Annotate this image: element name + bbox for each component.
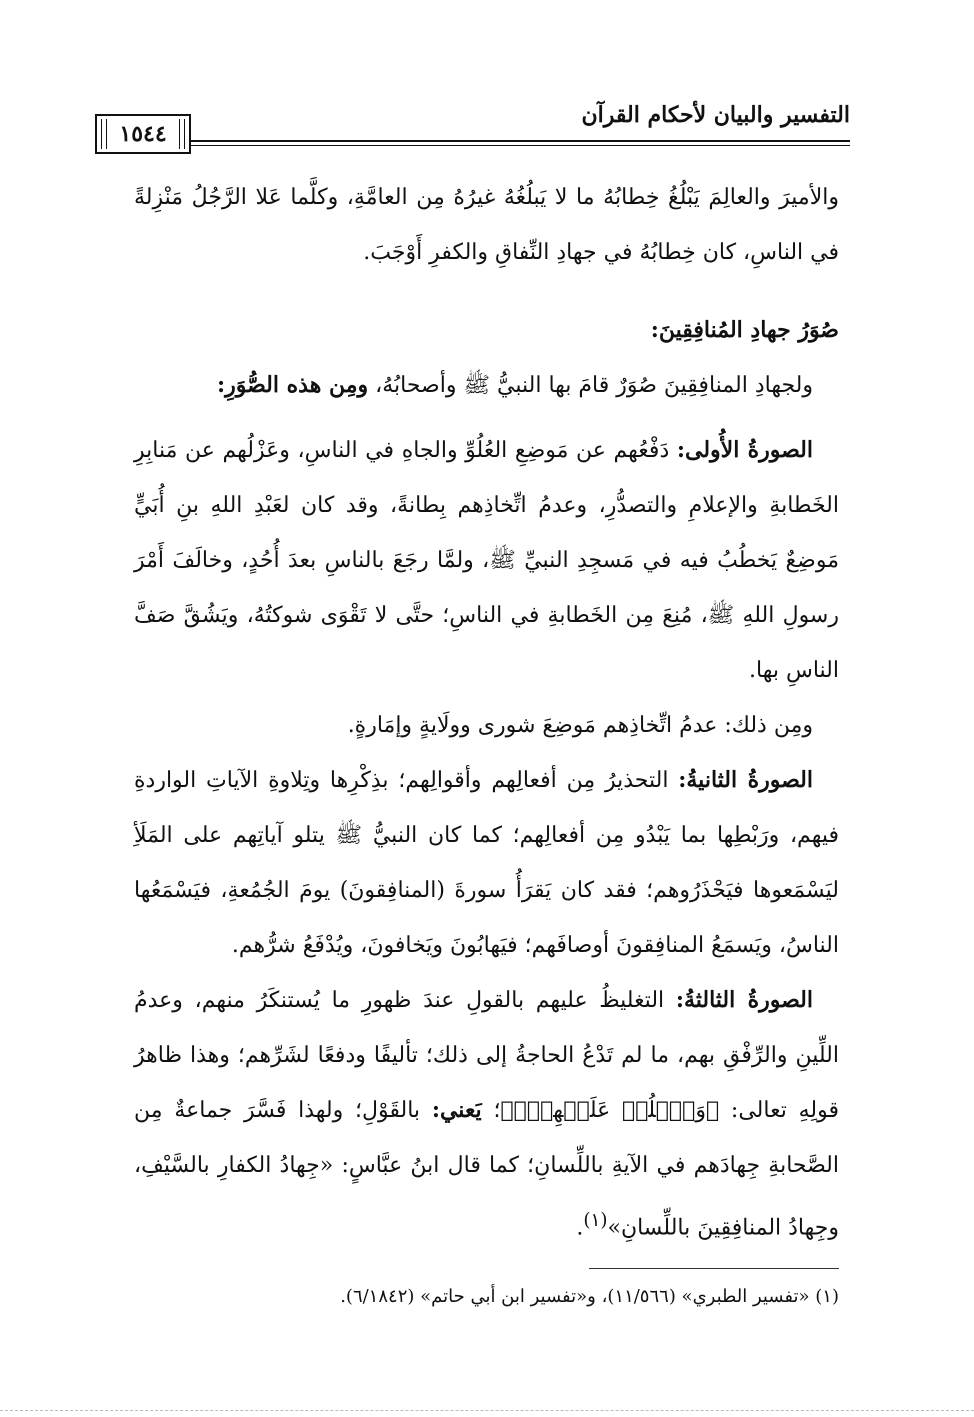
paragraph-2-text: ولجهادِ المنافِقِينَ صُوَرٌ قامَ بها النبيُّ ﷺ وأصحابُهُ، [368,373,813,398]
footnote-rule [589,1268,839,1269]
page-bottom-border [0,1410,974,1411]
page-number: ١٥٤٤ [119,121,167,147]
page-header [95,96,850,156]
form-3-yani: يَعني: [431,1097,482,1123]
form-2-label: الصورةُ الثانيةُ: [678,767,813,793]
footnote-ref: (١) [583,1210,608,1231]
section-heading: صُوَرُ جهادِ المُنافِقِينَ: [650,317,839,343]
form-3-label: الصورةُ الثالثةُ: [675,987,813,1013]
paragraph-form-1 [134,423,839,698]
paragraph-4: ومِن ذلك: عدمُ اتِّخاذِهم مَوضِعَ شورى وولَايةٍ وإمَارةٍ. [347,713,813,738]
paragraph-2 [134,358,839,413]
header-rule [95,140,850,142]
form-1-label: الصورةُ الأُولى: [676,437,813,463]
paragraph-2-bold: ومِن هذه الصُّوَرِ: [216,372,369,398]
body-text [134,170,839,1255]
header-rule-thin [95,145,850,146]
form-1-text: دَفْعُهم عن مَوضِعِ العُلُوِّ والجاهِ في الناسِ، وعَزْلُهم عن مَنابِرِ الخَطابةِ والإعلامِ والتصدُّرِ، وعدمُ اتِّخاذِهم بِطانةً، وقد كان لعَبْدِ اللهِ بنِ أُبَيٍّ مَوضِعٌ يَخطُبُ فيه في مَسجِدِ النبيِّ ﷺ، ولمَّا رجَعَ بالناسِ بعدَ أُحُدٍ، وخالَفَ أَمْرَ رسولِ اللهِ ﷺ، مُنِعَ مِن الخَطابةِ في الناسِ؛ حتَّى لا تَقْوَى شوكتُهُ، ويَشُقَّ صَفَّ الناسِ بها. [134,438,839,683]
footnote: (١) «تفسير الطبري» (١١/٥٦٦)، و«تفسير ابن أبي حاتم» (٦/١٨٤٢). [340,1286,839,1307]
form-3-text-2: بالقَوْلِ؛ ولهذا فَسَّرَ جماعةٌ مِن الصَّحابةِ جِهادَهم في الآيةِ باللِّسانِ؛ كما قال ابنُ عبَّاسٍ: «جِهادُ الكفارِ بالسَّيْفِ، وجِهادُ المنافِقِينَ باللِّسانِ» [134,1098,839,1241]
paragraph-1: والأميرَ والعالِمَ يَبْلُغُ خِطابُهُ ما لا يَبلُغُهُ غيرُهُ مِن العامَّةِ، وكلَّما عَلا الرَّجُلُ مَنْزِلةً في الناسِ، كان خِطابُهُ في جهادِ النِّفاقِ والكفرِ أَوْجَبَ. [134,185,839,265]
page-number-box [95,114,191,154]
form-3-text: التغليظُ عليهم بالقولِ عندَ ظهورِ ما يُستنكَرُ منهم، وعدمُ اللِّينِ والرِّفْقِ بهم، ما لم تَدْعُ الحاجةُ إلى ذلك؛ تأليفًا ودفعًا لشَرِّهم؛ وهذا ظاهرُ قولِهِ تعالى: ﴿وَٱغۡلُظۡ عَلَيۡهِمۡۚ﴾؛ [134,988,839,1123]
form-3-end: . [576,1215,584,1241]
running-title: التفسير والبيان لأحكام القرآن [581,102,850,128]
form-2-text: التحذيرُ مِن أفعالِهم وأقوالِهم؛ بذِكْرِها وتِلاوةِ الآياتِ الواردةِ فيهم، ورَبْطِها بما يَبْدُو مِن أفعالِهم؛ كما كان النبيُّ ﷺ يتلو آياتِهم على المَلَأِ ليَسْمَعوها فيَحْذَرُوهم؛ فقد كان يَقرَأُ سورةَ (المنافِقونَ) يومَ الجُمُعةِ، فيَسْمَعُها الناسُ، ويَسمَعُ المنافِقونَ أوصافَهم؛ فيَهابُونَ ويَخافونَ، ويُدْفَعُ شرُّهم. [134,768,839,958]
paragraph-form-2 [134,753,839,973]
paragraph-form-3 [134,973,839,1255]
